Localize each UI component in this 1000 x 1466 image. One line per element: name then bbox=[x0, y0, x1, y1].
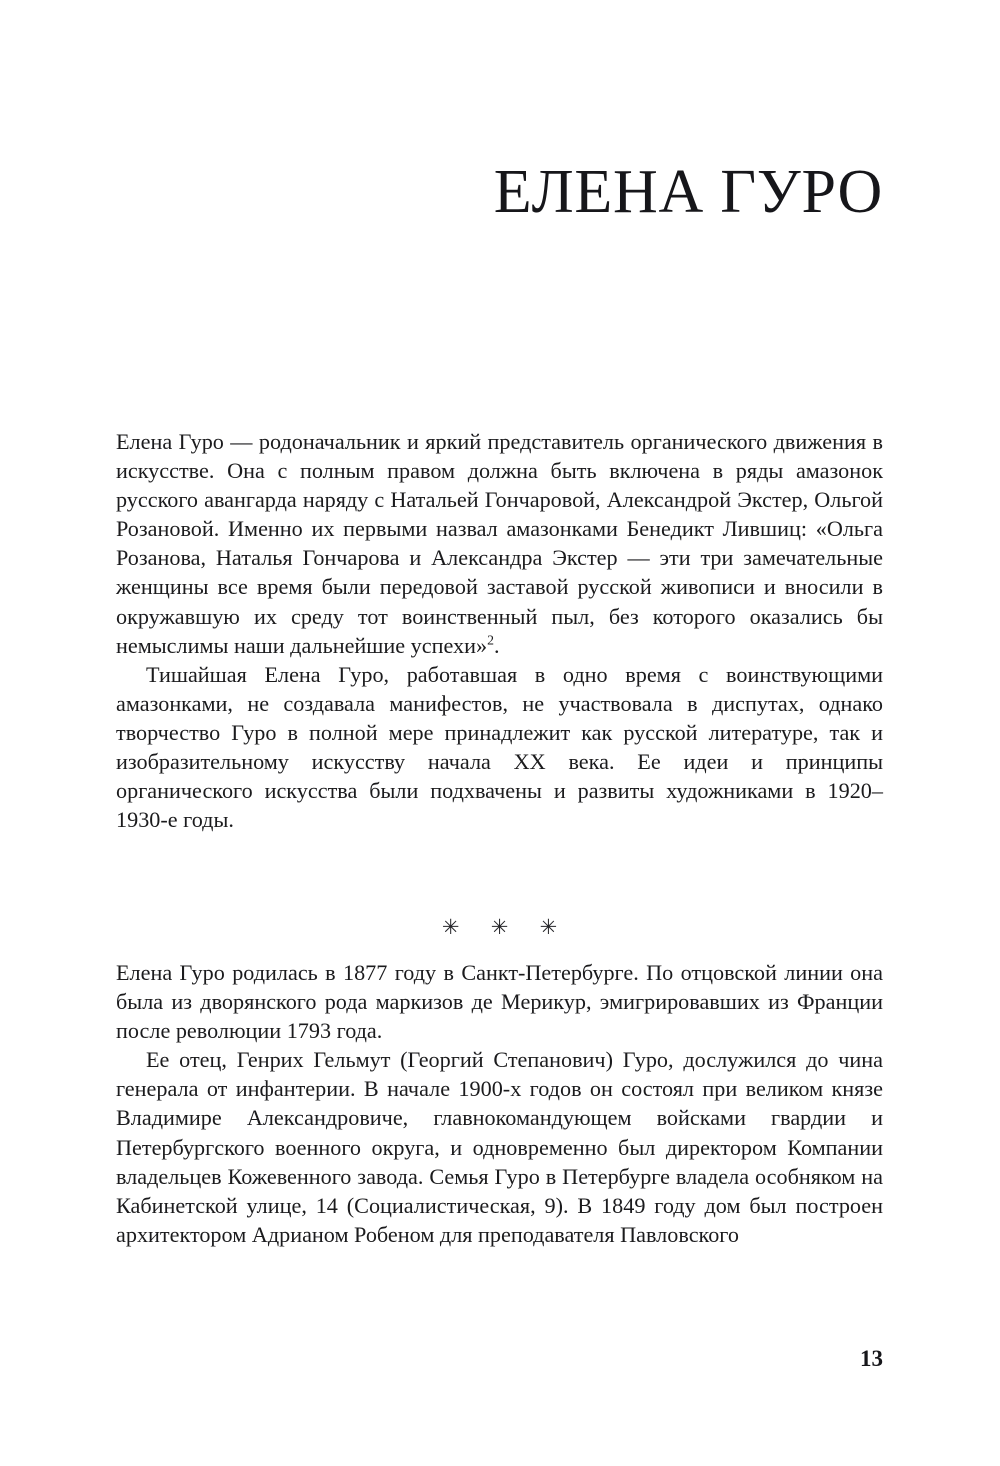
footnote-marker-tail: . bbox=[493, 632, 500, 658]
page-number: 13 bbox=[860, 1346, 883, 1371]
footnote-marker: 2 bbox=[487, 632, 494, 648]
paragraph bbox=[116, 427, 883, 660]
body-text-block-one bbox=[116, 427, 883, 834]
chapter-title: ЕЛЕНА ГУРО bbox=[493, 157, 883, 226]
body-text-block-two bbox=[116, 958, 883, 1249]
section-break-asterism: ✳ ✳ ✳ bbox=[441, 915, 571, 939]
paragraph-text: Елена Гуро — родоначальник и яркий представитель органического движения в искусстве. Она с полным правом должна быть включена в ряды амазонок русского авангарда наряду с Натальей Гончаровой, Александрой Экстер, Ольгой Розановой. Именно их первыми назвал амазонками Бенедикт Лившиц: «Ольга Розанова, Наталья Гончарова и Александра Экстер — эти три замечательные женщины все время были передовой заставой русской живописи и вносили в окружавшую их среду тот воинственный пыл, без которого оказались бы немыслимы наши дальнейшие успехи» bbox=[116, 429, 883, 658]
paragraph: Елена Гуро родилась в 1877 году в Санкт-Петербурге. По отцовской линии она была из дворянского рода маркизов де Мерикур, эмигрировавших из Франции после революции 1793 года. bbox=[116, 960, 883, 1044]
paragraph: Ее отец, Генрих Гельмут (Георгий Степанович) Гуро, дослужился до чина генерала от инфантерии. В начале 1900-х годов он состоял при великом князе Владимире Александровиче, главнокомандующем войсками гвардии и Петербургского военного округа, и одновременно был директором Компании владельцев Кожевенного завода. Семья Гуро в Петербурге владела особняком на Кабинетской улице, 14 (Социалистическая, 9). В 1849 году дом был построен архитектором Адрианом Робеном для преподавателя Павловского bbox=[116, 1047, 883, 1247]
paragraph: Тишайшая Елена Гуро, работавшая в одно время с воинствующими амазонками, не создавала манифестов, не участвовала в диспутах, однако творчество Гуро в полной мере принадлежит как русской литературе, так и изобразительному искусству начала XX века. Ее идеи и принципы органического искусства были подхвачены и развиты художниками в 1920–1930-е годы. bbox=[116, 661, 883, 833]
